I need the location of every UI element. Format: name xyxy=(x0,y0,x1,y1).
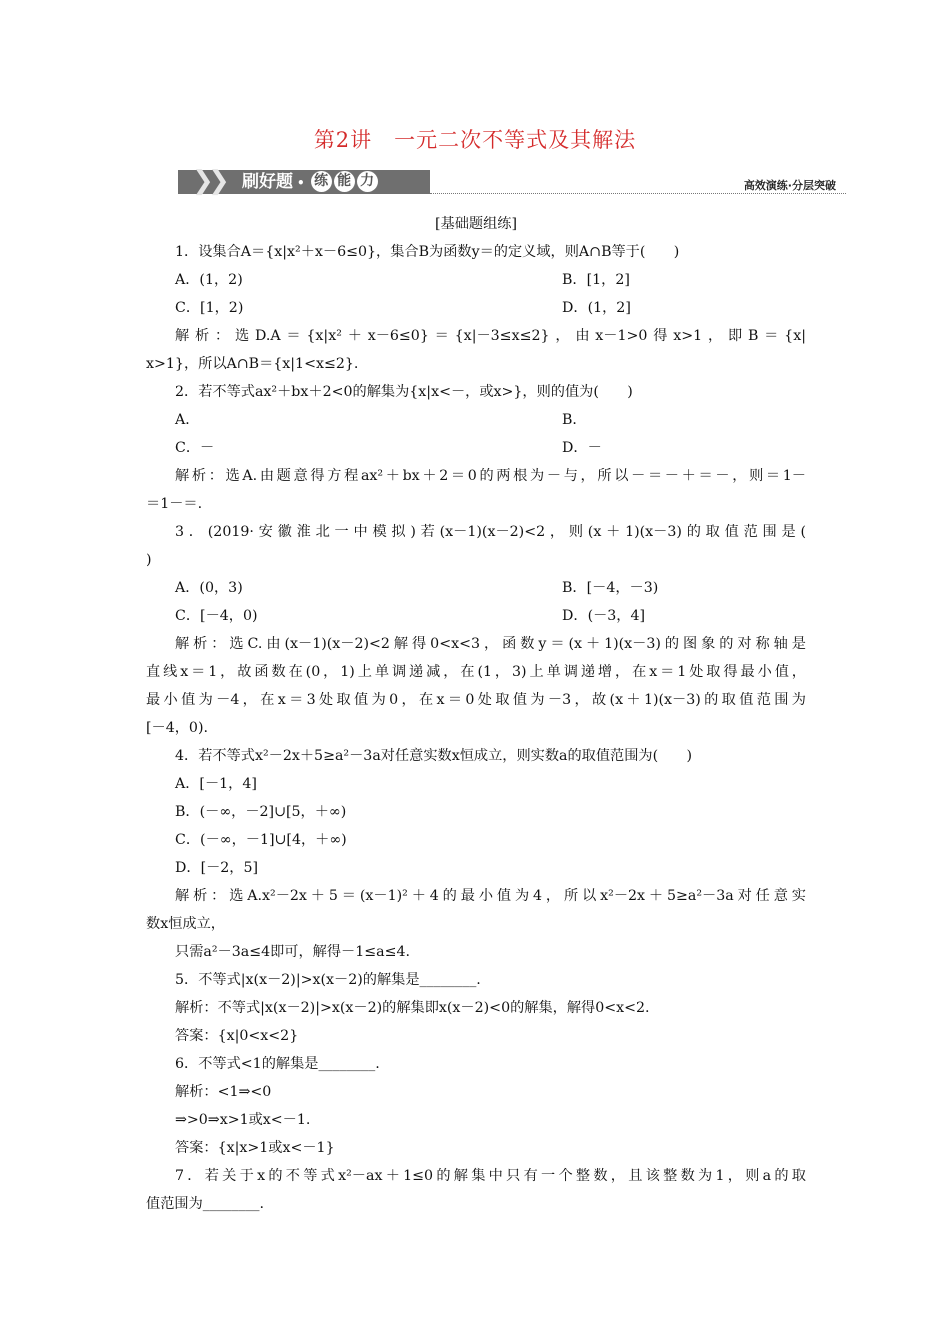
option: C．－ xyxy=(175,440,215,456)
option: A．(0，3) xyxy=(175,580,243,596)
question-line: ) xyxy=(146,552,152,568)
banner-left-label: 刷好题 xyxy=(242,172,293,192)
chevron-right-icon: ❯ xyxy=(192,166,214,196)
options-row xyxy=(146,602,806,630)
banner-char: 力 xyxy=(357,171,378,192)
banner-label xyxy=(242,171,378,193)
option: A．[－1，4] xyxy=(175,776,257,792)
solution-line: x>1}，所以A∩B＝{x|1<x≤2}. xyxy=(146,356,359,372)
solution-line: 解析：选C.由(x－1)(x－2)<2解得0<x<3，函数y＝(x＋1)(x－3)的图象的对称轴是 xyxy=(175,636,806,652)
banner-divider xyxy=(430,193,846,194)
answer-line: 答案：{x|0<x<2} xyxy=(175,1028,299,1044)
question-3: 3．(2019·安徽淮北一中模拟)若(x－1)(x－2)<2，则(x＋1)(x－3)的取值范围是( xyxy=(175,524,806,540)
option: A．(1，2) xyxy=(175,272,243,288)
question-6: 6．不等式<1的解集是________. xyxy=(175,1056,380,1072)
solution-line: 解析：选D.A＝{x|x²＋x－6≤0}＝{x|－3≤x≤2}，由x－1>0得x>1，即B＝{x| xyxy=(175,328,806,344)
question-1: 1．设集合A＝{x|x²＋x－6≤0}，集合B为函数y＝的定义域，则A∩B等于( ) xyxy=(175,244,680,260)
solution-line: ⇒>0⇒x>1或x<－1. xyxy=(175,1112,311,1128)
banner-right-label: 高效演练·分层突破 xyxy=(743,179,836,192)
solution-line: 数x恒成立， xyxy=(146,916,225,932)
solution-line: 只需a²－3a≤4即可，解得－1≤a≤4. xyxy=(175,944,411,960)
solution-line: 解析：选A.由题意得方程ax²＋bx＋2＝0的两根为－与，所以－＝－＋＝－，则＝1－ xyxy=(175,468,806,484)
options-row xyxy=(146,574,806,602)
option: D．[－2，5] xyxy=(175,860,259,876)
chevron-right-icon: ❯ xyxy=(208,166,230,196)
question-4: 4．若不等式x²－2x＋5≥a²－3a对任意实数x恒成立，则实数a的取值范围为( ) xyxy=(175,748,693,764)
option: C．[1，2) xyxy=(175,300,244,316)
question-5: 5．不等式|x(x－2)|>x(x－2)的解集是________. xyxy=(175,972,481,988)
options-row xyxy=(146,406,806,434)
solution-line: 直线x＝1，故函数在(0，1)上单调递减，在(1，3)上单调递增，在x＝1处取得最小值， xyxy=(146,664,806,680)
option: B． xyxy=(562,412,587,428)
option: D．－ xyxy=(562,440,602,456)
options-row xyxy=(146,434,806,462)
banner-char: 能 xyxy=(334,171,355,192)
option: A． xyxy=(175,412,200,428)
options-row xyxy=(146,266,806,294)
answer-line: 答案：{x|x>1或x<－1} xyxy=(175,1140,335,1156)
banner-dot: • xyxy=(297,176,305,190)
option: B．[－4，－3) xyxy=(562,580,659,596)
option: D．(－3，4] xyxy=(562,608,646,624)
banner-char: 练 xyxy=(311,171,332,192)
question-line: 值范围为________. xyxy=(146,1196,265,1212)
solution-line: 最小值为－4，在x＝3处取值为0，在x＝0处取值为－3，故(x＋1)(x－3)的取值范围为 xyxy=(146,692,806,708)
options-row xyxy=(146,294,806,322)
section-heading: [基础题组练] xyxy=(434,216,517,232)
solution-line: 解析：选A.x²－2x＋5＝(x－1)²＋4的最小值为4，所以x²－2x＋5≥a²－3a对任意实 xyxy=(175,888,806,904)
option: B．(－∞，－2]∪[5，＋∞) xyxy=(175,804,347,820)
option: C．[－4，0) xyxy=(175,608,258,624)
solution-line: 解析：不等式|x(x－2)|>x(x－2)的解集即x(x－2)<0的解集，解得0<x<2. xyxy=(175,1000,650,1016)
solution-line: 解析：<1⇒<0 xyxy=(175,1084,272,1100)
question-2: 2．若不等式ax²＋bx＋2<0的解集为{x|x<－，或x>}，则的值为( ) xyxy=(175,384,633,400)
solution-line: [－4，0). xyxy=(146,720,209,736)
option: C．(－∞，－1]∪[4，＋∞) xyxy=(175,832,347,848)
question-7: 7．若关于x的不等式x²－ax＋1≤0的解集中只有一个整数，且该整数为1，则a的取 xyxy=(175,1168,806,1184)
option: B．[1，2] xyxy=(562,272,630,288)
page-title: 第2讲 一元二次不等式及其解法 xyxy=(313,128,637,152)
section-banner xyxy=(178,166,846,198)
exercise-content xyxy=(146,210,806,1218)
option: D．(1，2] xyxy=(562,300,631,316)
solution-line: ＝1－＝. xyxy=(146,496,203,512)
